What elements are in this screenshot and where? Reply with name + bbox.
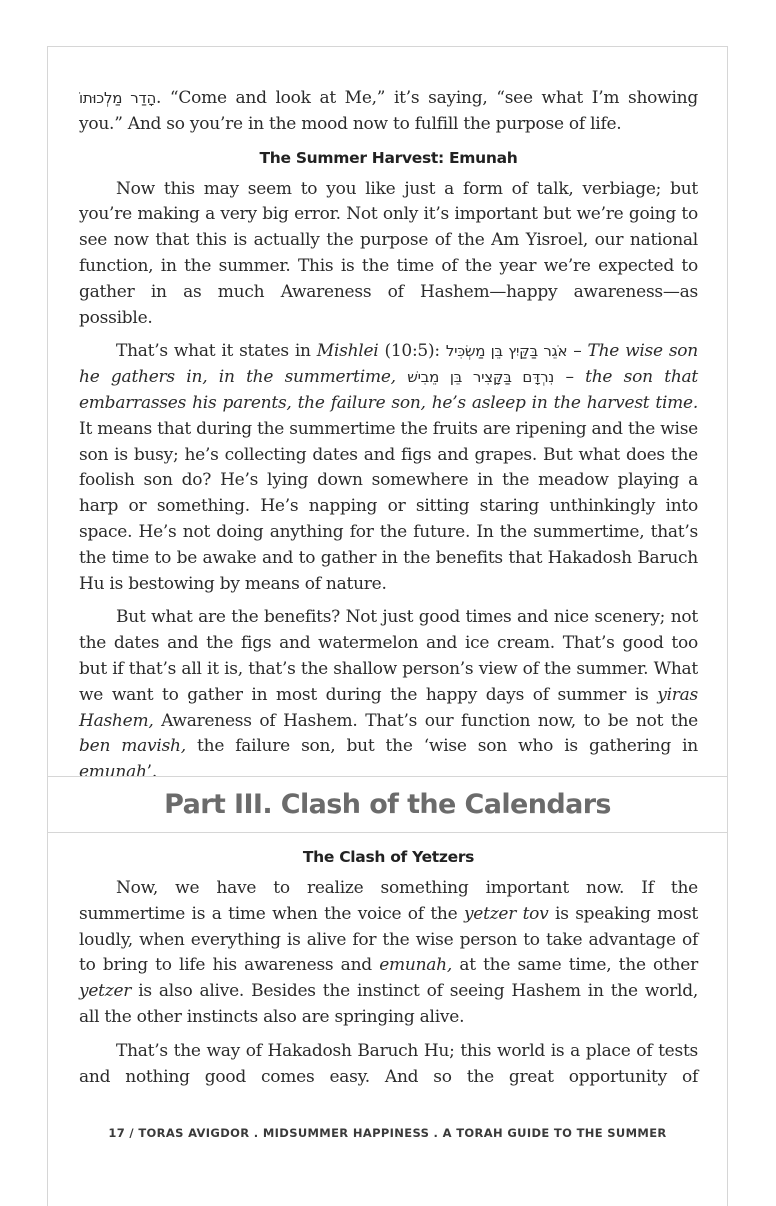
bottom-section [79, 844, 698, 1090]
paragraph-1: הָדַר מַלְכוּתוֹ. “Come and look at Me,” it’s saying, “see what I’m showing you.” And so you’re in the mood now to fulfill the purpose of life. [79, 88, 698, 134]
page-footer: 17 / TORAS AVIGDOR . MIDSUMMER HAPPINESS . A TORAH GUIDE TO THE SUMMER [108, 1126, 667, 1140]
part-title-band [47, 776, 728, 833]
hebrew-verse-1: אֹגֵר בַּקַּיִץ בֵּן מַשְׂכִּיל [445, 342, 568, 361]
paragraph-3: That’s what it states in Mishlei (10:5): אֹגֵר בַּקַּיִץ בֵּן מַשְׂכִּיל – The wise son he gathers in, in the summertime, נִרְדָּם בַּקָּצִיר בֵּן מֵבִישׁ – the son that embarrasses his parents, the failure son, he’s asleep in the harvest time. It means that during the summertime the fruits are ripening and the wise son is busy; he’s collecting dates and figs and grapes. But what does the foolish son do? He’s lying down somewhere in the meadow playing a harp or something. He’s napping or sitting staring unthinkingly into space. He’s not doing anything for the future. In the summertime, that’s the time to be awake and to gather in the benefits that Hakadosh Baruch Hu is bestowing by means of nature. [79, 341, 698, 594]
paragraph-4: But what are the benefits? Not just good times and nice scenery; not the dates and the figs and watermelon and ice cream. That’s good too but if that’s all it is, that’s the shallow person’s view of the summer. What we want to gather in most during the happy days of summer is yiras Hashem, Awareness of Hashem. That’s our function now, to be not the ben mavish, the failure son, but the ‘wise son who is gathering in emunah’. [79, 607, 699, 783]
top-section [79, 86, 698, 786]
paragraph-5: Now, we have to realize something important now. If the summertime is a time when the voice of the yetzer tov is speaking most loudly, when everything is alive for the wise person to take advantage of to bring to life his awareness and emunah, at the same time, the other yetzer is also alive. Besides the instinct of seeing Hashem in the world, all the other instincts also are springing alive. [79, 878, 698, 1027]
hebrew-phrase: הָדַר מַלְכוּתוֹ [79, 89, 156, 107]
hebrew-verse-2: נִרְדָּם בַּקָּצִיר בֵּן מֵבִישׁ [407, 368, 555, 387]
paragraph-2: Now this may seem to you like just a form of talk, verbiage; but you’re making a very big error. Not only it’s important but we’re going to see now that this is actually the purpose of the Am Yisroel, our national function, in the summer. This is the time of the year we’re expected to gather in as much Awareness of Hashem—happy awareness—as possible. [79, 178, 698, 328]
paragraph-6: That’s the way of Hakadosh Baruch Hu; this world is a place of tests and nothing good comes easy. And so the great opportunity of [79, 1040, 698, 1087]
part-title: Part III. Clash of the Calendars [164, 789, 611, 820]
section-heading: The Clash of Yetzers [302, 848, 475, 866]
section-heading: The Summer Harvest: Emunah [259, 148, 518, 167]
